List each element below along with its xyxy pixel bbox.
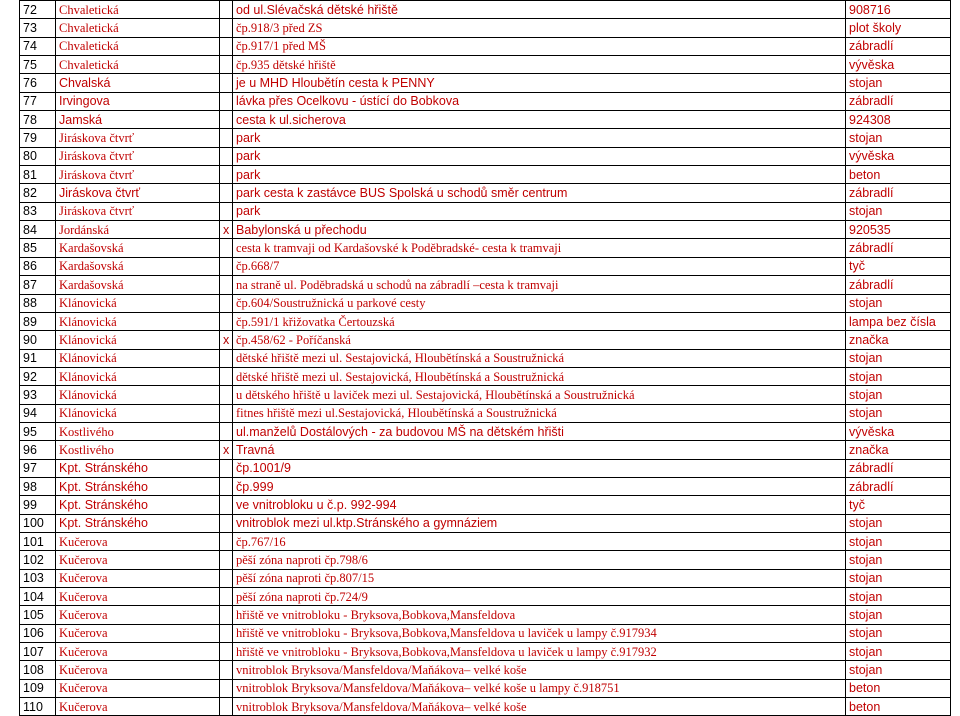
street-cell: Chvalská xyxy=(56,74,220,92)
street-cell: Jiráskova čtvrť xyxy=(56,147,220,165)
table-row xyxy=(20,92,951,110)
row-number-cell: 80 xyxy=(20,147,56,165)
row-number-cell: 79 xyxy=(20,129,56,147)
row-number-cell: 90 xyxy=(20,331,56,349)
street-cell: Kpt. Stránského xyxy=(56,496,220,514)
object-type-cell: zábradlí xyxy=(846,239,951,257)
street-cell: Jamská xyxy=(56,111,220,129)
table-row xyxy=(20,147,951,165)
table-row xyxy=(20,19,951,37)
row-number-cell: 84 xyxy=(20,221,56,239)
marker-cell xyxy=(220,74,233,92)
location-cell: hřiště ve vnitrobloku - Bryksova,Bobkova,Mansfeldova u laviček u lampy č.917934 xyxy=(233,624,846,642)
street-cell: Kučerova xyxy=(56,679,220,697)
object-type-cell: stojan xyxy=(846,367,951,385)
marker-cell xyxy=(220,257,233,275)
street-cell: Kučerova xyxy=(56,624,220,642)
row-number-cell: 85 xyxy=(20,239,56,257)
marker-cell xyxy=(220,184,233,202)
row-number-cell: 88 xyxy=(20,294,56,312)
object-type-cell: stojan xyxy=(846,551,951,569)
location-cell: dětské hřiště mezi ul. Sestajovická, Hloubětínská a Soustružnická xyxy=(233,367,846,385)
object-type-cell: stojan xyxy=(846,624,951,642)
object-type-cell: vývěska xyxy=(846,147,951,165)
object-type-cell: vývěska xyxy=(846,422,951,440)
row-number-cell: 96 xyxy=(20,441,56,459)
table-row xyxy=(20,588,951,606)
location-cell: čp.935 dětské hřiště xyxy=(233,56,846,74)
table-row xyxy=(20,239,951,257)
marker-cell xyxy=(220,532,233,550)
object-type-cell: 908716 xyxy=(846,1,951,19)
table-row xyxy=(20,166,951,184)
object-type-cell: zábradlí xyxy=(846,276,951,294)
marker-cell xyxy=(220,129,233,147)
object-type-cell: beton xyxy=(846,698,951,716)
marker-cell xyxy=(220,312,233,330)
table-row xyxy=(20,294,951,312)
object-type-cell: stojan xyxy=(846,349,951,367)
street-cell: Kučerova xyxy=(56,643,220,661)
location-cell: pěší zóna naproti čp.807/15 xyxy=(233,569,846,587)
object-type-cell: tyč xyxy=(846,496,951,514)
location-cell: čp.458/62 - Poříčanská xyxy=(233,331,846,349)
table-row xyxy=(20,1,951,19)
table-row xyxy=(20,624,951,642)
location-cell: od ul.Slévačská dětské hřiště xyxy=(233,1,846,19)
marker-cell: x xyxy=(220,221,233,239)
table-row xyxy=(20,477,951,495)
table-row xyxy=(20,514,951,532)
marker-cell xyxy=(220,496,233,514)
street-cell: Kučerova xyxy=(56,661,220,679)
marker-cell xyxy=(220,661,233,679)
location-cell: čp.668/7 xyxy=(233,257,846,275)
table-row xyxy=(20,422,951,440)
marker-cell xyxy=(220,147,233,165)
row-number-cell: 104 xyxy=(20,588,56,606)
table-row xyxy=(20,459,951,477)
object-type-cell: stojan xyxy=(846,294,951,312)
row-number-cell: 89 xyxy=(20,312,56,330)
location-cell: Travná xyxy=(233,441,846,459)
object-type-cell: stojan xyxy=(846,588,951,606)
object-type-cell: stojan xyxy=(846,606,951,624)
row-number-cell: 93 xyxy=(20,386,56,404)
marker-cell xyxy=(220,294,233,312)
row-number-cell: 73 xyxy=(20,19,56,37)
row-number-cell: 91 xyxy=(20,349,56,367)
street-cell: Kardašovská xyxy=(56,239,220,257)
location-cell: čp.604/Soustružnická u parkové cesty xyxy=(233,294,846,312)
table-row xyxy=(20,111,951,129)
row-number-cell: 76 xyxy=(20,74,56,92)
object-type-cell: 924308 xyxy=(846,111,951,129)
location-cell: čp.918/3 před ZS xyxy=(233,19,846,37)
object-type-cell: zábradlí xyxy=(846,459,951,477)
location-cell: park xyxy=(233,166,846,184)
marker-cell xyxy=(220,588,233,606)
street-cell: Jiráskova čtvrť xyxy=(56,129,220,147)
marker-cell xyxy=(220,276,233,294)
object-type-cell: beton xyxy=(846,679,951,697)
street-cell: Klánovická xyxy=(56,331,220,349)
row-number-cell: 103 xyxy=(20,569,56,587)
location-cell: Babylonská u přechodu xyxy=(233,221,846,239)
street-cell: Klánovická xyxy=(56,404,220,422)
location-cell: u dětského hřiště u laviček mezi ul. Sestajovická, Hloubětínská a Soustružnická xyxy=(233,386,846,404)
marker-cell xyxy=(220,569,233,587)
location-cell: čp.999 xyxy=(233,477,846,495)
street-cell: Kostlivého xyxy=(56,441,220,459)
table-row xyxy=(20,551,951,569)
table-row xyxy=(20,221,951,239)
marker-cell xyxy=(220,698,233,716)
object-type-cell: lampa bez čísla xyxy=(846,312,951,330)
location-cell: hřiště ve vnitrobloku - Bryksova,Bobkova,Mansfeldova xyxy=(233,606,846,624)
street-cell: Kpt. Stránského xyxy=(56,477,220,495)
row-number-cell: 81 xyxy=(20,166,56,184)
marker-cell xyxy=(220,239,233,257)
row-number-cell: 106 xyxy=(20,624,56,642)
street-cell: Kučerova xyxy=(56,588,220,606)
street-cell: Chvaletická xyxy=(56,56,220,74)
street-cell: Jiráskova čtvrť xyxy=(56,202,220,220)
location-cell: čp.591/1 křižovatka Čertouzská xyxy=(233,312,846,330)
location-cell: fitnes hřiště mezi ul.Sestajovická, Hloubětínská a Soustružnická xyxy=(233,404,846,422)
marker-cell xyxy=(220,202,233,220)
location-cell: čp.1001/9 xyxy=(233,459,846,477)
street-cell: Kardašovská xyxy=(56,257,220,275)
street-cell: Jordánská xyxy=(56,221,220,239)
table-body xyxy=(20,1,951,716)
object-type-cell: stojan xyxy=(846,569,951,587)
street-cell: Jiráskova čtvrť xyxy=(56,184,220,202)
row-number-cell: 110 xyxy=(20,698,56,716)
object-type-cell: beton xyxy=(846,166,951,184)
marker-cell xyxy=(220,349,233,367)
street-cell: Kučerova xyxy=(56,532,220,550)
street-cell: Jiráskova čtvrť xyxy=(56,166,220,184)
row-number-cell: 82 xyxy=(20,184,56,202)
location-cell: čp.917/1 před MŠ xyxy=(233,37,846,55)
location-cell: je u MHD Hloubětín cesta k PENNY xyxy=(233,74,846,92)
table-row xyxy=(20,202,951,220)
location-cell: vnitroblok Bryksova/Mansfeldova/Maňákova– velké koše xyxy=(233,698,846,716)
table-row xyxy=(20,184,951,202)
row-number-cell: 77 xyxy=(20,92,56,110)
marker-cell xyxy=(220,111,233,129)
table-row xyxy=(20,312,951,330)
row-number-cell: 74 xyxy=(20,37,56,55)
table-row xyxy=(20,569,951,587)
marker-cell xyxy=(220,92,233,110)
location-cell: vnitroblok mezi ul.ktp.Stránského a gymnáziem xyxy=(233,514,846,532)
marker-cell xyxy=(220,56,233,74)
marker-cell xyxy=(220,679,233,697)
row-number-cell: 97 xyxy=(20,459,56,477)
row-number-cell: 99 xyxy=(20,496,56,514)
marker-cell: x xyxy=(220,441,233,459)
street-cell: Chvaletická xyxy=(56,37,220,55)
table-row xyxy=(20,129,951,147)
marker-cell xyxy=(220,386,233,404)
object-type-cell: stojan xyxy=(846,386,951,404)
marker-cell xyxy=(220,477,233,495)
table-row xyxy=(20,276,951,294)
street-cell: Kpt. Stránského xyxy=(56,459,220,477)
object-type-cell: plot školy xyxy=(846,19,951,37)
object-type-cell: stojan xyxy=(846,74,951,92)
object-type-cell: stojan xyxy=(846,202,951,220)
location-cell: park cesta k zastávce BUS Spolská u schodů směr centrum xyxy=(233,184,846,202)
table-row xyxy=(20,643,951,661)
marker-cell xyxy=(220,422,233,440)
row-number-cell: 94 xyxy=(20,404,56,422)
location-cell: lávka přes Ocelkovu - ústící do Bobkova xyxy=(233,92,846,110)
street-cell: Kučerova xyxy=(56,569,220,587)
row-number-cell: 98 xyxy=(20,477,56,495)
street-cell: Irvingova xyxy=(56,92,220,110)
row-number-cell: 87 xyxy=(20,276,56,294)
table-row xyxy=(20,349,951,367)
object-type-cell: zábradlí xyxy=(846,37,951,55)
table-row xyxy=(20,37,951,55)
marker-cell xyxy=(220,624,233,642)
row-number-cell: 83 xyxy=(20,202,56,220)
street-cell: Chvaletická xyxy=(56,19,220,37)
street-cell: Kardašovská xyxy=(56,276,220,294)
street-cell: Klánovická xyxy=(56,349,220,367)
object-type-cell: zábradlí xyxy=(846,92,951,110)
location-cell: na straně ul. Poděbradská u schodů na zábradlí –cesta k tramvaji xyxy=(233,276,846,294)
object-type-cell: 920535 xyxy=(846,221,951,239)
object-type-cell: stojan xyxy=(846,514,951,532)
table-row xyxy=(20,698,951,716)
table-row xyxy=(20,56,951,74)
location-cell: park xyxy=(233,129,846,147)
street-cell: Kpt. Stránského xyxy=(56,514,220,532)
row-number-cell: 109 xyxy=(20,679,56,697)
street-cell: Kučerova xyxy=(56,698,220,716)
row-number-cell: 78 xyxy=(20,111,56,129)
row-number-cell: 107 xyxy=(20,643,56,661)
marker-cell xyxy=(220,19,233,37)
location-cell: park xyxy=(233,147,846,165)
row-number-cell: 95 xyxy=(20,422,56,440)
marker-cell xyxy=(220,37,233,55)
object-type-cell: stojan xyxy=(846,532,951,550)
street-cell: Klánovická xyxy=(56,386,220,404)
object-type-cell: stojan xyxy=(846,661,951,679)
location-cell: cesta k ul.sicherova xyxy=(233,111,846,129)
location-cell: cesta k tramvaji od Kardašovské k Poděbradské- cesta k tramvaji xyxy=(233,239,846,257)
row-number-cell: 101 xyxy=(20,532,56,550)
marker-cell xyxy=(220,606,233,624)
street-cell: Klánovická xyxy=(56,294,220,312)
marker-cell xyxy=(220,551,233,569)
table-row xyxy=(20,331,951,349)
marker-cell xyxy=(220,514,233,532)
row-number-cell: 108 xyxy=(20,661,56,679)
location-cell: pěší zóna naproti čp.798/6 xyxy=(233,551,846,569)
marker-cell xyxy=(220,1,233,19)
street-cell: Kučerova xyxy=(56,551,220,569)
row-number-cell: 105 xyxy=(20,606,56,624)
object-type-cell: stojan xyxy=(846,643,951,661)
row-number-cell: 102 xyxy=(20,551,56,569)
location-cell: park xyxy=(233,202,846,220)
table-row xyxy=(20,367,951,385)
marker-cell xyxy=(220,404,233,422)
marker-cell xyxy=(220,459,233,477)
location-cell: ul.manželů Dostálových - za budovou MŠ na dětském hřišti xyxy=(233,422,846,440)
marker-cell: x xyxy=(220,331,233,349)
object-type-cell: zábradlí xyxy=(846,477,951,495)
object-type-cell: stojan xyxy=(846,129,951,147)
data-table xyxy=(19,0,951,716)
marker-cell xyxy=(220,643,233,661)
location-cell: hřiště ve vnitrobloku - Bryksova,Bobkova,Mansfeldova u laviček u lampy č.917932 xyxy=(233,643,846,661)
table-row xyxy=(20,606,951,624)
location-cell: dětské hřiště mezi ul. Sestajovická, Hloubětínská a Soustružnická xyxy=(233,349,846,367)
object-type-cell: stojan xyxy=(846,404,951,422)
row-number-cell: 75 xyxy=(20,56,56,74)
table-row xyxy=(20,532,951,550)
table-row xyxy=(20,661,951,679)
location-cell: čp.767/16 xyxy=(233,532,846,550)
street-cell: Chvaletická xyxy=(56,1,220,19)
row-number-cell: 100 xyxy=(20,514,56,532)
location-cell: vnitroblok Bryksova/Mansfeldova/Maňákova– velké koše xyxy=(233,661,846,679)
row-number-cell: 86 xyxy=(20,257,56,275)
street-cell: Kostlivého xyxy=(56,422,220,440)
table-row xyxy=(20,257,951,275)
object-type-cell: zábradlí xyxy=(846,184,951,202)
table-row xyxy=(20,496,951,514)
row-number-cell: 72 xyxy=(20,1,56,19)
marker-cell xyxy=(220,367,233,385)
object-type-cell: vývěska xyxy=(846,56,951,74)
street-cell: Kučerova xyxy=(56,606,220,624)
object-type-cell: značka xyxy=(846,331,951,349)
location-cell: vnitroblok Bryksova/Mansfeldova/Maňákova– velké koše u lampy č.918751 xyxy=(233,679,846,697)
street-cell: Klánovická xyxy=(56,367,220,385)
object-type-cell: tyč xyxy=(846,257,951,275)
marker-cell xyxy=(220,166,233,184)
location-cell: ve vnitrobloku u č.p. 992-994 xyxy=(233,496,846,514)
row-number-cell: 92 xyxy=(20,367,56,385)
table-row xyxy=(20,404,951,422)
table-row xyxy=(20,386,951,404)
street-cell: Klánovická xyxy=(56,312,220,330)
location-cell: pěší zóna naproti čp.724/9 xyxy=(233,588,846,606)
object-type-cell: značka xyxy=(846,441,951,459)
table-row xyxy=(20,679,951,697)
table-row xyxy=(20,441,951,459)
table-row xyxy=(20,74,951,92)
